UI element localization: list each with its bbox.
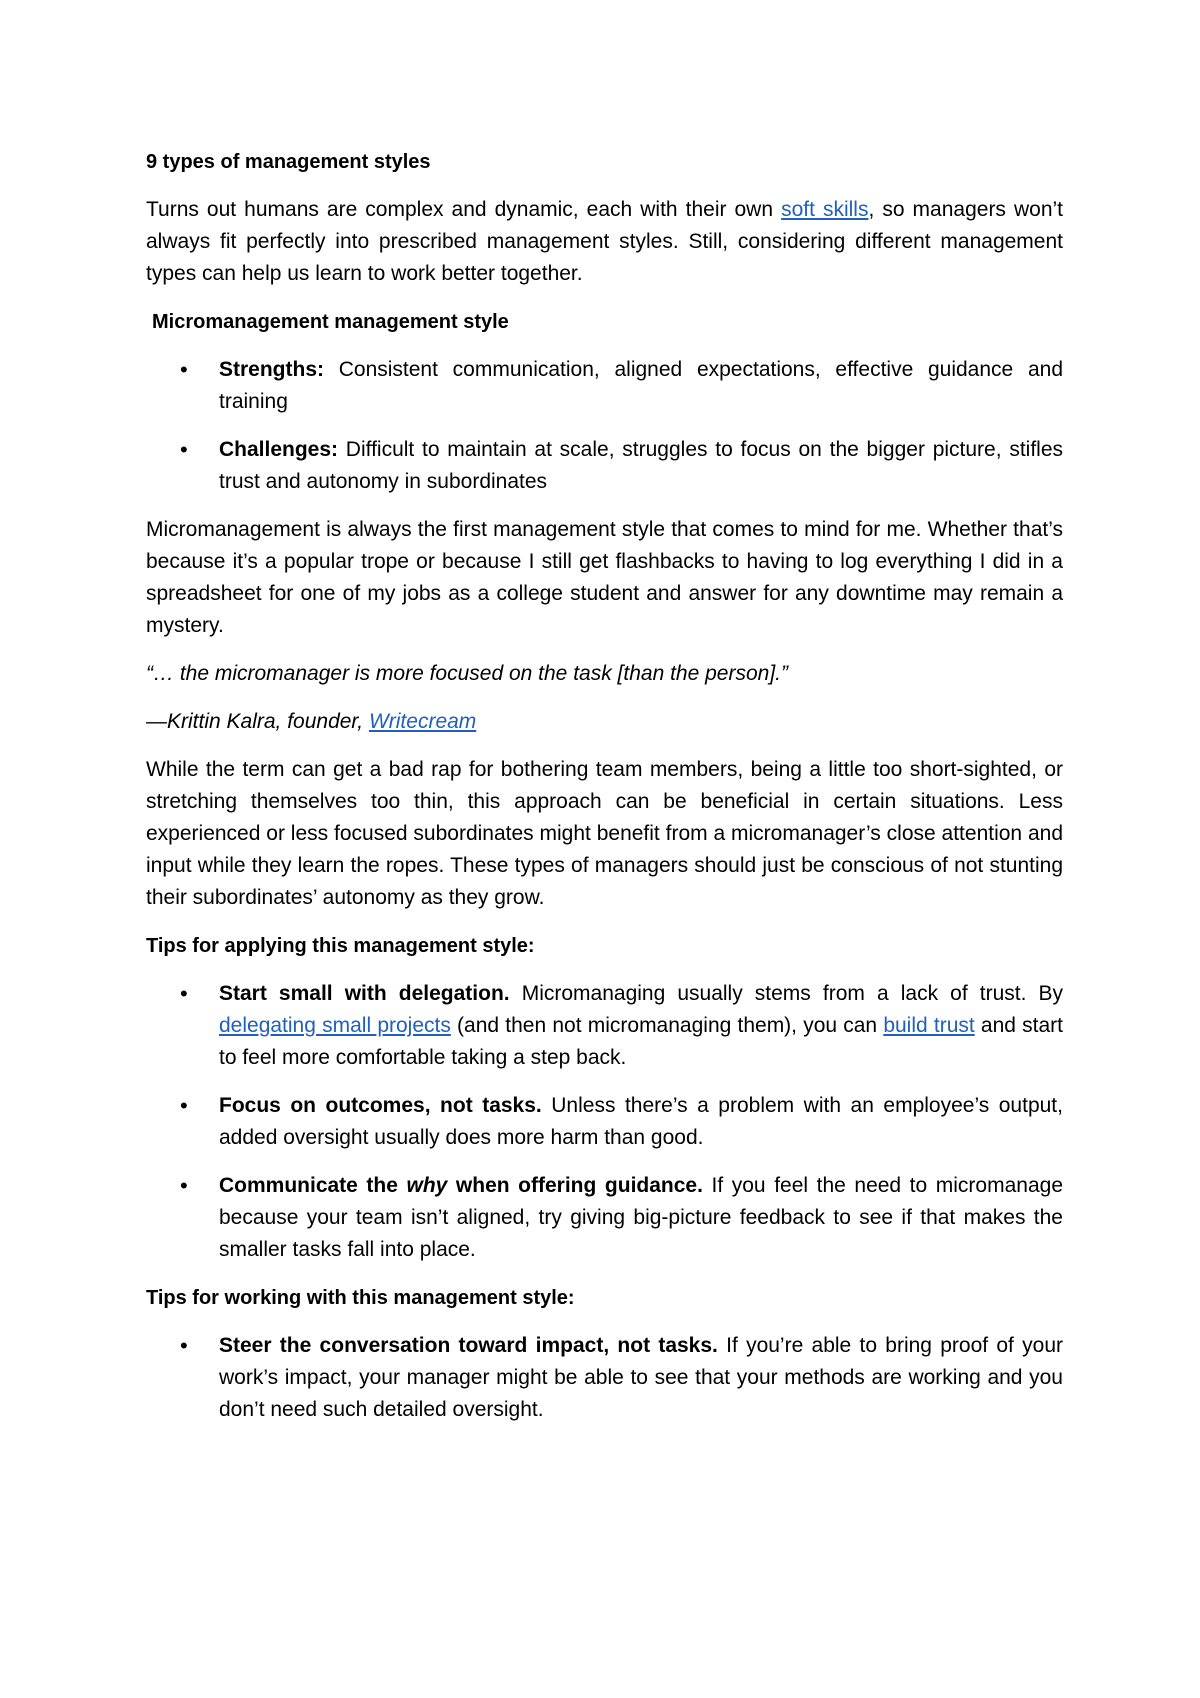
tip-communicate-bold-1: Communicate the	[219, 1174, 407, 1197]
tip-focus-outcomes-bold: Focus on outcomes, not tasks.	[219, 1094, 542, 1117]
delegating-small-projects-link[interactable]: delegating small projects	[219, 1014, 451, 1037]
tip-steer-conversation	[146, 1330, 1063, 1426]
build-trust-link[interactable]: build trust	[883, 1014, 975, 1037]
challenges-item	[146, 434, 1063, 498]
tip-start-small	[146, 978, 1063, 1074]
document-title: 9 types of management styles	[146, 151, 431, 173]
tip-focus-outcomes	[146, 1090, 1063, 1154]
writecream-link[interactable]: Writecream	[368, 710, 477, 733]
intro-paragraph	[146, 194, 1063, 290]
pull-quote: “… the micromanager is more focused on the task [than the person].”	[146, 662, 788, 685]
tip-communicate-why-italic: why	[406, 1174, 448, 1197]
intro-text-1: Turns out humans are complex and dynamic, each with their own	[146, 198, 782, 221]
tip-communicate-why	[146, 1170, 1063, 1266]
strengths-item	[146, 354, 1063, 418]
challenges-label: Challenges:	[219, 438, 339, 461]
section-heading: Micromanagement management style	[152, 311, 509, 333]
strengths-text: Consistent communication, aligned expectations, effective guidance and training	[219, 358, 1063, 413]
tip-steer-text: If you’re able to bring proof of your work’s impact, your manager might be able to see that your methods are working and you don’t need such detailed oversight.	[219, 1334, 1063, 1421]
tip-steer-bold: Steer the conversation toward impact, not tasks.	[219, 1334, 718, 1357]
overview-list	[146, 354, 1063, 498]
body-paragraph-2: While the term can get a bad rap for bothering team members, being a little too short-sighted, or stretching themselves too thin, this approach can be beneficial in certain situations. Less experienced or less focused subordinates might benefit from a micromanager’s close attention and input while they learn the ropes. These types of managers should just be conscious of not stunting their subordinates’ autonomy as they grow.	[146, 758, 1063, 909]
challenges-text: Difficult to maintain at scale, struggles to focus on the bigger picture, stifles trust and autonomy in subordinates	[219, 438, 1063, 493]
attribution-text: —Krittin Kalra, founder,	[146, 710, 369, 733]
tip-start-small-text-2: (and then not micromanaging them), you can	[450, 1014, 884, 1037]
tips-applying-list	[146, 978, 1063, 1266]
soft-skills-link[interactable]: soft skills	[781, 198, 869, 221]
tips-working-heading: Tips for working with this management style:	[146, 1287, 575, 1309]
tip-communicate-bold-2: when offering guidance.	[447, 1174, 703, 1197]
body-paragraph-1: Micromanagement is always the first management style that comes to mind for me. Whether that’s because it’s a popular trope or because I still get flashbacks to having to log everything I did in a spreadsheet for one of my jobs as a college student and answer for any downtime may remain a mystery.	[146, 518, 1063, 637]
tip-communicate-text: If you feel the need to micromanage because your team isn’t aligned, try giving big-picture feedback to see if that makes the smaller tasks fall into place.	[219, 1174, 1063, 1261]
intro-text-2: , so managers won’t always fit perfectly into prescribed management styles. Still, considering different management types can help us learn to work better together.	[146, 198, 1063, 285]
tips-working-list	[146, 1330, 1063, 1426]
tip-start-small-text-1: Micromanaging usually stems from a lack of trust. By	[509, 982, 1063, 1005]
quote-attribution	[146, 706, 1063, 738]
tip-start-small-text-3: and start to feel more comfortable taking a step back.	[219, 1014, 1063, 1069]
tip-start-small-bold: Start small with delegation.	[219, 982, 510, 1005]
strengths-label: Strengths:	[219, 358, 324, 381]
tips-applying-heading: Tips for applying this management style:	[146, 935, 535, 957]
tip-focus-outcomes-text: Unless there’s a problem with an employee’s output, added oversight usually does more harm than good.	[219, 1094, 1063, 1149]
